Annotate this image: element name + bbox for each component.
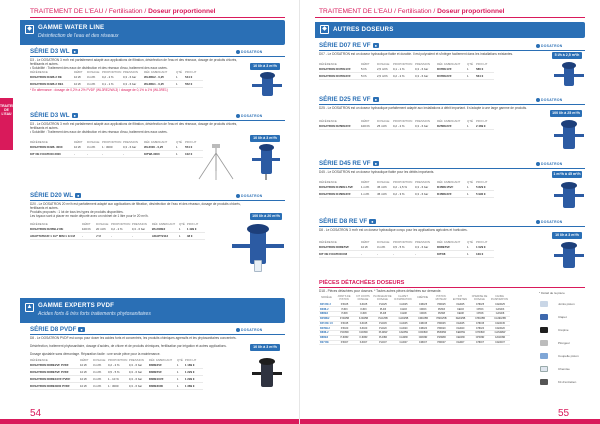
section-desc: D3 - Le DOSATRON 3 m³/h est parfaitement adapté aux applications de filtration, désinfection de l'eau et des réseaux, dosage de produits chlorés, fertilisants et autres.	[30, 58, 238, 67]
table-row: DOSATRON D3WL2 RE 10 l/h 3 m³/h 0,2 - 2 % 0,3 - 6 bar WL3RE2 - 0,25 1 544 €	[30, 75, 203, 81]
page-header-right: TRAITEMENT DE L'EAU / Fertilisation / Doseur proportionnel	[319, 8, 505, 15]
new-tag: ●	[374, 42, 378, 48]
right-page	[300, 0, 600, 424]
section-title-d8: SÉRIE D8 RE VF ●	[319, 218, 374, 225]
section-title-d3wl-1: SÉRIE D3 WL ●	[30, 48, 76, 55]
table-row: DOSATRON D8RE2VF PVDF 10 l/h 3 m³/h 0,2 - 2 % 0,3 - 6 bar D8RE2VF 1 1 189 €	[30, 363, 203, 369]
spec-badge: 1 m³/h à 45 m³/h	[553, 172, 581, 176]
part-image	[540, 327, 548, 333]
table-header-row: RÉFÉRENCE DÉBIT DOSAGE PROPORTION PRESSION RÉF. FABRICANT QTÉ PRIX HT	[30, 358, 197, 362]
table-header-row: RÉFÉRENCE DÉBIT DOSAGE PROPORTION PRESSION RÉF. FABRICANT QTÉ PRIX HT	[30, 140, 197, 144]
legend-item: Clapet	[558, 315, 567, 319]
spare-parts-table	[319, 296, 510, 345]
band-subtitle: Désinfection de l'eau et des réseaux	[38, 33, 119, 39]
brand-logo: DOSATRON	[536, 44, 563, 48]
table-row: D8WL2 PJD8W KJD8W PLD8W CAD8W CRD8W PMD8W KED8W CHD8W CAND8W	[319, 331, 510, 336]
pump-image	[554, 182, 584, 212]
section-desc2: Produits proposés : 1 lot de tous les types de produits disponibles.	[30, 210, 124, 214]
product-table	[30, 222, 205, 240]
section-desc: D45 - Le DOSATRON est un doseur hydraulique fiable pour les débits importants.	[319, 170, 435, 174]
table-header-row: RÉFÉRENCE DÉBIT DOSAGE PROPORTION PRESSION RÉF. FABRICANT QTÉ PRIX HT	[319, 119, 488, 123]
spare-parts-rule	[319, 287, 585, 288]
band-title: GAMME WATER LINE	[38, 24, 105, 31]
legend-item: Kit d'entretien	[558, 380, 577, 384]
section-title-d45: SÉRIE D45 RE VF ●	[319, 160, 378, 167]
part-image	[540, 340, 548, 346]
product-table	[319, 180, 494, 198]
table-row: DOSATRON D45RE3VF 1 m³/h 45 m³/h 0,2 - 3 % 0,3 - 6 bar D45RE3VF 1 5 990 €	[319, 191, 494, 198]
table-row: DOSATRON D20WL2 RE 100 l/h 20 m³/h 0,2 - 2 % 0,3 - 6 bar WL20RE2 1 1 499 €	[30, 227, 205, 233]
product-table	[30, 140, 203, 158]
section-desc3: Dosage ajustable sans démontage. Réparation facile : une seule pièce pour la maintenance.	[30, 352, 161, 356]
section-desc: D20 - Le DOSATRON 20 m³/h est parfaitement adapté aux applications de filtration, désinfection de l'eau et des réseaux, dosage de produits chlorés, fertilisants et autres.	[30, 202, 241, 211]
section-rule	[319, 50, 585, 51]
new-tag: ●	[73, 112, 76, 118]
product-table	[319, 62, 494, 80]
table-row: DOSATRON D07RE2VF 5 l/h 2,5 m³/h 0,2 - 2 % 0,3 - 6 bar D07RE2VF 1 564 €	[319, 73, 494, 80]
section-desc: D8 - Le DOSATRON PVDF est conçu pour doser les acides forts et concentrés, les produits chimiques agressifs et les phytosanitaires concentrés.	[30, 336, 237, 340]
table-row: D25 RE 2 PJD25 KJD25 PLD25 CAD25 CRD25 PMD25 KED25 CHD25 CAND25	[319, 302, 510, 306]
product-table	[319, 119, 494, 130]
table-row: KIT DE FIXATION D8 - - - - KITD8 1 129 €	[319, 251, 494, 258]
pump-image	[554, 120, 584, 154]
section-title-d07: SÉRIE D07 RE VF ●	[319, 42, 378, 49]
legend-title: * Détail de la pièce	[539, 291, 565, 295]
section-rule	[319, 168, 585, 169]
header-rule	[315, 17, 585, 18]
brand-logo: DOSATRON	[236, 50, 263, 54]
table-row: DOSATRON D8RE5VF PVDF 10 l/h 3 m³/h 0,5 - 5 % 0,3 - 6 bar D8RE5VF 1 1 229 €	[30, 369, 203, 376]
table-row: KIT DE FIXATION 3000 - - - - KITWL3000 1 102 €	[30, 151, 203, 158]
band-title: GAMME EXPERTS PVDF	[38, 302, 115, 309]
band-title: AUTRES DOSEURS	[333, 26, 394, 33]
band-subtitle: Acides forts & très forts traitements phytosanitaires	[38, 311, 151, 317]
legend-item: Joints piston	[558, 302, 575, 306]
spare-parts-title: PIÈCES DÉTACHÉES DOSEURS	[319, 280, 405, 286]
section-desc2: Désinfection, traitement phytosanitaire, dosage d'acides, de chlore et de produits chimiques, fertilisation par irrigation et autres applications.	[30, 344, 227, 348]
part-image	[540, 314, 548, 320]
table-header-row: MODÈLE JOINTS DE PISTON KIT JOINTS DOSAGE PLONGEUR DE DOSAGE CLAPET D'ASPIRATION CRÉPINE PISTON MOTEUR KIT ENTRETIEN CHEMISE DE DOSAGE CANNE D'ASPIRATION	[321, 295, 509, 301]
section-title-d3wl-2: SÉRIE D3 WL ●	[30, 112, 76, 119]
new-tag: ●	[80, 326, 83, 332]
spec-badge: 10 l/h à 3 m³/h	[552, 232, 582, 239]
section-title-d20wl: SÉRIE D20 WL ●	[30, 192, 80, 199]
table-header-row: RÉFÉRENCE DÉBIT DOSAGE PROPORTION PRESSION RÉF. FABRICANT QTÉ PRIX HT	[319, 62, 488, 66]
product-table	[30, 358, 203, 390]
footer-bar	[300, 419, 600, 424]
pump-image	[554, 242, 584, 272]
table-row: DOSATRON D25RE2VF 100 l/h 25 m³/h 0,2 - 2 % 0,3 - 6 bar D25RE2VF 1 2 489 €	[319, 124, 494, 130]
table-header-row: RÉFÉRENCE DÉBIT DOSAGE PROPORTION PRESSION RÉF. FABRICANT QTÉ PRIX HT	[30, 222, 199, 226]
table-row: DOSATRON D8RE3000 PVDF 10 l/h 3 m³/h 1 : 3000 0,3 - 6 bar D8RE3000 1 1 389 €	[30, 382, 203, 389]
pump-image	[252, 358, 282, 394]
band-water-line	[20, 20, 285, 45]
section-desc: D25 - Le DOSATRON est un doseur hydraulique parfaitement adapté aux installations à débit important. Il s'adapte à une large gamme de produits.	[319, 106, 528, 110]
section-rule	[30, 200, 285, 201]
new-tag: ●	[76, 192, 80, 198]
legend-item: Plongeur	[558, 341, 571, 345]
section-rule	[319, 104, 585, 105]
table-row: D8RE3 PJD8R KJD8R PLD8R CAD8R CRD8R PMD8R KED8R CHD8R CAND8R	[319, 335, 510, 340]
band-experts-pvdf	[20, 298, 285, 323]
section-rule	[319, 226, 585, 227]
part-image	[540, 301, 548, 307]
pump-image	[250, 144, 282, 180]
part-image	[540, 366, 548, 372]
section-rule	[30, 56, 285, 57]
section-desc: D3 - Le DOSATRON 3 m³/h est parfaitement adapté aux applications de filtration, désinfection de l'eau et des réseaux, dosage de produits chlorés, fertilisants et autres.	[30, 122, 238, 131]
page-number-right: 55	[558, 408, 570, 419]
spec-badge: 10 l/h à 3 m³/h	[250, 135, 280, 142]
section-desc2: • Solubilité : Traitement des eaux de distribution et des réseaux d'eau, traitement des eaux usées.	[30, 66, 168, 70]
pump-image	[252, 72, 282, 100]
flask-icon: ▲	[26, 304, 33, 310]
new-tag: ●	[73, 48, 76, 54]
brand-logo: DOSATRON	[536, 162, 563, 166]
table-row: D25RE2 PJD25B KJD25B PLD25B CAD25B CRD25B PMD25B KED25B CHD25B CAND25B	[319, 316, 510, 321]
pump-image	[232, 224, 284, 272]
new-tag: ●	[371, 218, 374, 224]
section-title-d8pvdf: SÉRIE D8 PVDF ●	[30, 326, 83, 333]
drop-icon: ◆	[320, 25, 329, 34]
drop-icon: ◆	[25, 25, 34, 34]
table-header-row: RÉFÉRENCE DÉBIT DOSAGE PROPORTION PRESSION RÉF. FABRICANT QTÉ PRIX HT	[319, 240, 488, 244]
page-number-left: 54	[30, 408, 42, 419]
table-row: DOSATRON D8RE10VF PVDF 10 l/h 3 m³/h 1 - 10 % 0,3 - 6 bar D8RE10VF 1 1 299 €	[30, 376, 203, 383]
section-rule	[30, 334, 285, 335]
table-row: D45 RE 1.5 PJD45 KJD45 PLD45 CAD45 CRD45 PMD45 KED45 CHD45 CAND45	[319, 321, 510, 326]
table-row: DOSATRON D45RE1.5VF 1 m³/h 45 m³/h 0,2 - 1,5 % 0,3 - 6 bar D45RE15VF 1 5 829 €	[319, 185, 494, 191]
new-tag: ●	[374, 160, 378, 166]
section-desc: D07 - Le DOSATRON est un doseur hydraulique fiable et durable. Il est polyvalent et s'intègre facilement dans les installations existantes.	[319, 52, 514, 56]
spec-badge: 100 l/h à 20 m³/h	[250, 213, 282, 220]
footer-bar	[0, 419, 300, 424]
legend-item: Chemise	[558, 367, 570, 371]
section-desc3: Les tuyaux sont à placer en mode déporté avec un robinet de 1 litre pour le 20 m³/h.	[30, 214, 149, 218]
header-rule	[30, 17, 285, 18]
brand-logo: DOSATRON	[536, 98, 563, 102]
brand-logo: DOSATRON	[236, 114, 263, 118]
pump-image	[554, 62, 584, 90]
table-row: DOSATRON D07RE1VF 5 l/h 2,5 m³/h 0,1 - 1 % 0,3 - 6 bar D07RE1VF 1 586 €	[319, 67, 494, 73]
section-note: * En alternance : dosage de 0,2% à 2% PVDF (WL3RE2/WL3) / dosage de 0,1% à 1% (WL3RE1)	[30, 88, 168, 92]
section-desc: D8 - Le DOSATRON 3 m³/h est un doseur hydraulique conçu pour les applications agricoles et horticoles.	[319, 228, 468, 232]
spec-badge: 5 l/h à 2,5 m³/h	[552, 52, 582, 59]
part-image	[540, 353, 548, 359]
table-row: D07 RE PJD07 KJD07 PLD07 CAD07 CRD07 PMD07 KED07 CHD07 CAND07	[319, 340, 510, 345]
spec-badge: 100 l/h à 25 m³/h	[550, 110, 582, 117]
brand-logo: DOSATRON	[236, 328, 263, 332]
spare-parts-desc: D18 - Pièces détachées pour doseurs. * Toutes autres pièces détachées sur demande.	[319, 289, 442, 293]
table-row: D3WL2 PJD3 KJD3 PLD3 CAD3 CRD3 PMD3 KED3 CHD3 CAND3	[319, 307, 510, 312]
section-title-d25: SÉRIE D25 RE VF ●	[319, 96, 378, 103]
table-row: D20WL2 PJD20 KJD20 PLD20 CAD20 CRD20 PMD20 KED20 CHD20 CAND20	[319, 326, 510, 331]
table-row: D8RE2 PJD8 KJD8 PLD8 CAD8 CRD8 PMD8 KED8 CHD8 CAND8	[319, 311, 510, 316]
brand-logo: DOSATRON	[236, 194, 263, 198]
table-row: ADAPTATEUR 1 1/2" M/M 1 1/4 M - 2"M - - ADAPT2112 1 48 €	[30, 233, 205, 240]
tripod-image	[196, 143, 236, 181]
section-desc2: • Solubilité : Traitement des eaux de distribution et des réseaux d'eau, traitement des eaux usées.	[30, 130, 168, 134]
table-row: DOSATRON D3WL 3000 10 l/h 3 m³/h 1 : 3000 0,3 - 6 bar WL3000 - 0,25 1 554 €	[30, 145, 203, 151]
brand-logo: DOSATRON	[536, 220, 563, 224]
band-autres-doseurs	[315, 22, 585, 38]
section-rule	[30, 120, 285, 121]
part-image	[540, 379, 548, 385]
table-row: DOSATRON D8RE5VF 10 l/h 3 m³/h 0,5 - 5 % 0,3 - 6 bar D8RE5VF 1 1 029 €	[319, 245, 494, 251]
new-tag: ●	[374, 96, 378, 102]
table-header-row: RÉFÉRENCE DÉBIT DOSAGE PROPORTION PRESSION RÉF. FABRICANT QTÉ PRIX HT	[319, 180, 488, 184]
side-tab: TRAITEMENT DE L'EAU	[0, 98, 13, 150]
spec-badge: 10 l/h à 3 m³/h	[250, 344, 280, 351]
legend-item: Coupelle piston	[558, 354, 579, 358]
legend-item: Crépine	[558, 328, 569, 332]
product-table	[30, 70, 203, 88]
table-header-row: RÉFÉRENCE DÉBIT DOSAGE PROPORTION PRESSION RÉF. FABRICANT QTÉ PRIX HT	[30, 70, 197, 74]
product-table	[319, 240, 494, 258]
spec-badge: 10 l/h à 3 m³/h	[250, 63, 280, 70]
page-header-left: TRAITEMENT DE L'EAU / Fertilisation / Doseur proportionnel	[30, 8, 216, 15]
table-row: DOSATRON D3WL2 RE1 10 l/h 3 m³/h 0,1 - 1 % 0,3 - 6 bar WL3RE1 - 0,25 1 552 €	[30, 81, 203, 88]
